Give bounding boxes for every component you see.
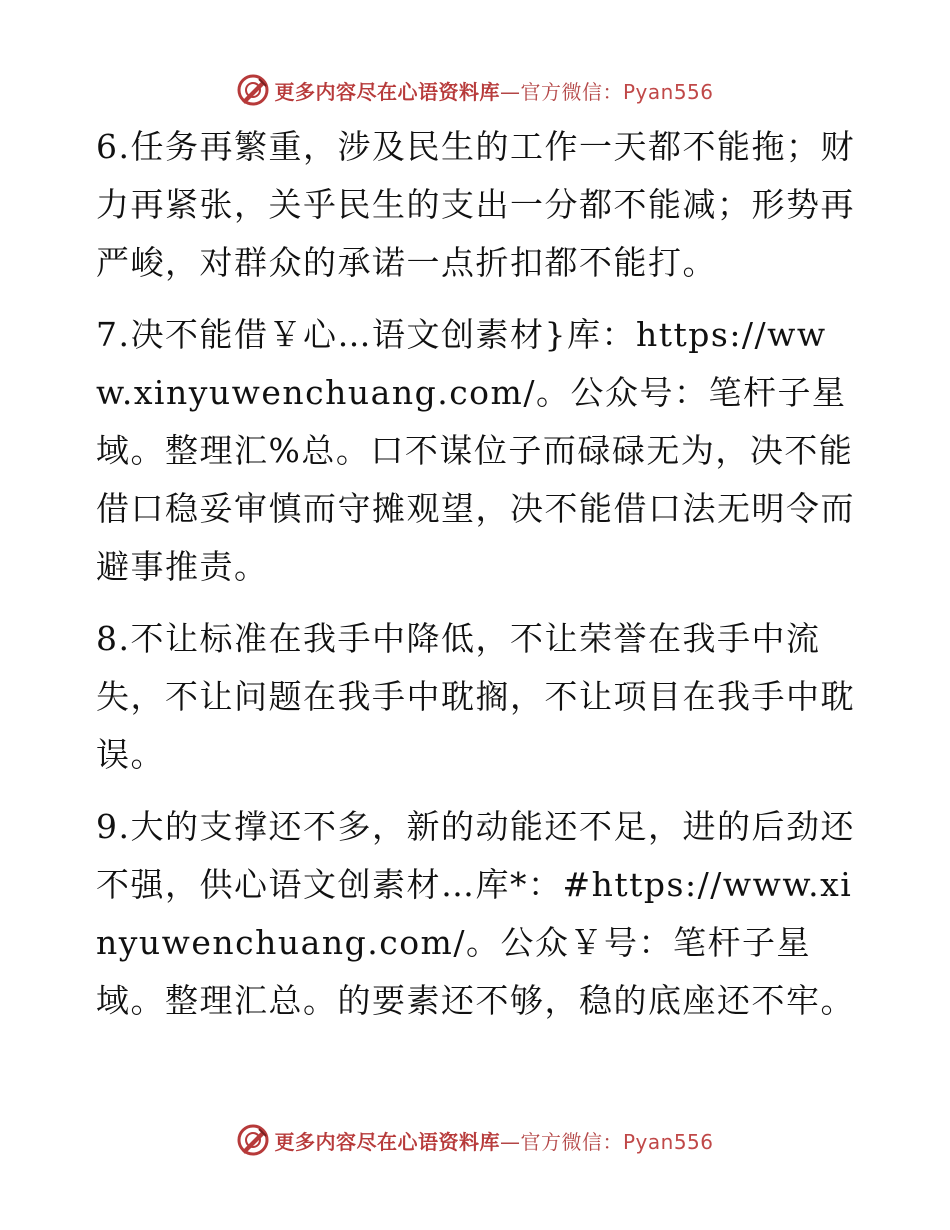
footer-banner	[0, 1120, 950, 1160]
paragraph-7: 7.决不能借￥心…语文创素材}库：https://www.xinyuwenchuang.com/。公众号：笔杆子星域。整理汇%总。口不谋位子而碌碌无为，决不能借口稳妥审慎而守摊观望，决不能借口法无明令而避事推责。	[96, 315, 855, 586]
brand-logo-icon	[236, 1123, 270, 1157]
header-banner-text	[274, 76, 713, 105]
paragraph-6: 6.任务再繁重，涉及民生的工作一天都不能拖；财力再紧张，关乎民生的支出一分都不能减；形势再严峻，对群众的承诺一点折扣都不能打。	[96, 127, 855, 282]
header-banner	[0, 70, 950, 110]
footer-banner-id: Pyan556	[622, 1129, 714, 1154]
brand-logo-icon	[236, 73, 270, 107]
footer-banner-sub: —官方微信：	[499, 1129, 623, 1154]
header-banner-main: 更多内容尽在心语资料库	[274, 79, 500, 104]
document-body	[96, 118, 856, 1044]
paragraph-8: 8.不让标准在我手中降低，不让荣誉在我手中流失，不让问题在我手中耽搁，不让项目在我手中耽误。	[96, 619, 855, 774]
header-banner-id: Pyan556	[622, 79, 714, 104]
paragraph-9: 9.大的支撑还不多，新的动能还不足，进的后劲还不强，供心语文创素材…库*：#https://www.xinyuwenchuang.com/。公众￥号：笔杆子星域。整理汇总。的要素还不够，稳的底座还不牢。	[96, 807, 855, 1020]
footer-banner-text	[274, 1126, 713, 1155]
footer-banner-main: 更多内容尽在心语资料库	[274, 1129, 500, 1154]
header-banner-sub: —官方微信：	[499, 79, 623, 104]
